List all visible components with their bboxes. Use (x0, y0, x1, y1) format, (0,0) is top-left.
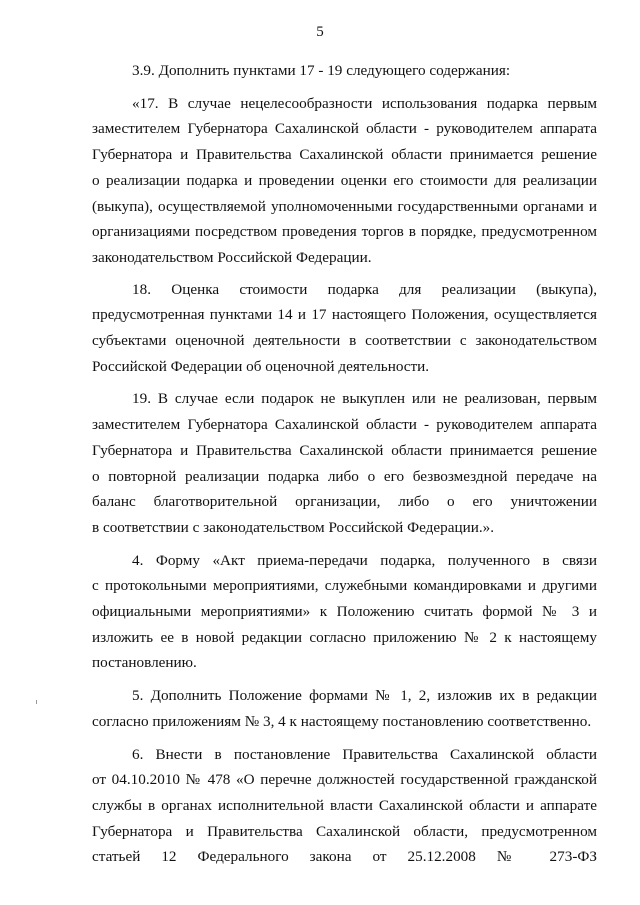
text-line: Губернатора и Правительства Сахалинской области принимается решение (92, 146, 597, 164)
paragraph-3-9 (92, 58, 597, 84)
text-line: Российской Федерации об оценочной деятельности. (92, 357, 430, 375)
text-line: предусмотренная пунктами 14 и 17 настоящего Положения, осуществляется (92, 306, 597, 324)
text-line: изложить ее в новой редакции согласно приложению № 2 к настоящему (92, 628, 597, 646)
text-line: заместителем Губернатора Сахалинской области - руководителем аппарата (92, 416, 597, 434)
text-line: официальными мероприятиями» к Положению считать формой № 3 и (92, 603, 597, 621)
text-line: Губернатора и Правительства Сахалинской области, предусмотренном (92, 822, 597, 840)
text-line: 19. В случае если подарок не выкуплен или не реализован, первым (132, 390, 597, 408)
text-line: «17. В случае нецелесообразности использования подарка первым (132, 94, 597, 112)
paragraph-18 (92, 277, 597, 380)
paragraph-6 (92, 742, 597, 871)
text-line: баланс благотворительной организации, либо о его уничтожении (92, 493, 597, 511)
text-line: о реализации подарка и проведении оценки его стоимости для реализации (92, 171, 597, 189)
text-line: организациями посредством проведения торгов в порядке, предусмотренном (92, 223, 597, 241)
text-line: в соответствии с законодательством Российской Федерации.». (92, 518, 495, 536)
text-line: 18. Оценка стоимости подарка для реализации (выкупа), (132, 280, 597, 298)
document-body (92, 58, 597, 870)
text-line: 6. Внести в постановление Правительства Сахалинской области (132, 745, 597, 763)
text-line: о повторной реализации подарка либо о его безвозмездной передаче на (92, 467, 597, 485)
text-line: Губернатора и Правительства Сахалинской области принимается решение (92, 441, 597, 459)
text-line: (выкупа), осуществляемой уполномоченными государственными органами и (92, 197, 597, 215)
text-line: от 04.10.2010 № 478 «О перечне должностей государственной гражданской (92, 771, 597, 789)
paragraph-4 (92, 548, 597, 677)
text-line: 4. Форму «Акт приема-передачи подарка, полученного в связи (132, 551, 597, 569)
text-line: согласно приложениям № 3, 4 к настоящему постановлению соответственно. (92, 712, 592, 730)
text-line: статьей 12 Федерального закона от 25.12.2008 № 273-ФЗ (92, 848, 597, 866)
text-line: 3.9. Дополнить пунктами 17 - 19 следующего содержания: (132, 62, 511, 79)
text-line: законодательством Российской Федерации. (92, 248, 372, 266)
page-number: 5 (316, 24, 324, 40)
scan-margin-mark (36, 700, 37, 704)
paragraph-17 (92, 91, 597, 271)
paragraph-5 (92, 683, 597, 734)
text-line: с протокольными мероприятиями, служебными командировками и другими (92, 577, 597, 595)
text-line: службы в органах исполнительной власти Сахалинской области и аппарате (92, 796, 597, 814)
text-line: 5. Дополнить Положение формами № 1, 2, изложив их в редакции (132, 687, 597, 705)
paragraph-19 (92, 386, 597, 540)
text-line: заместителем Губернатора Сахалинской области - руководителем аппарата (92, 120, 597, 138)
text-line: субъектами оценочной деятельности в соответствии с законодательством (92, 332, 597, 350)
text-line: постановлению. (92, 654, 197, 672)
